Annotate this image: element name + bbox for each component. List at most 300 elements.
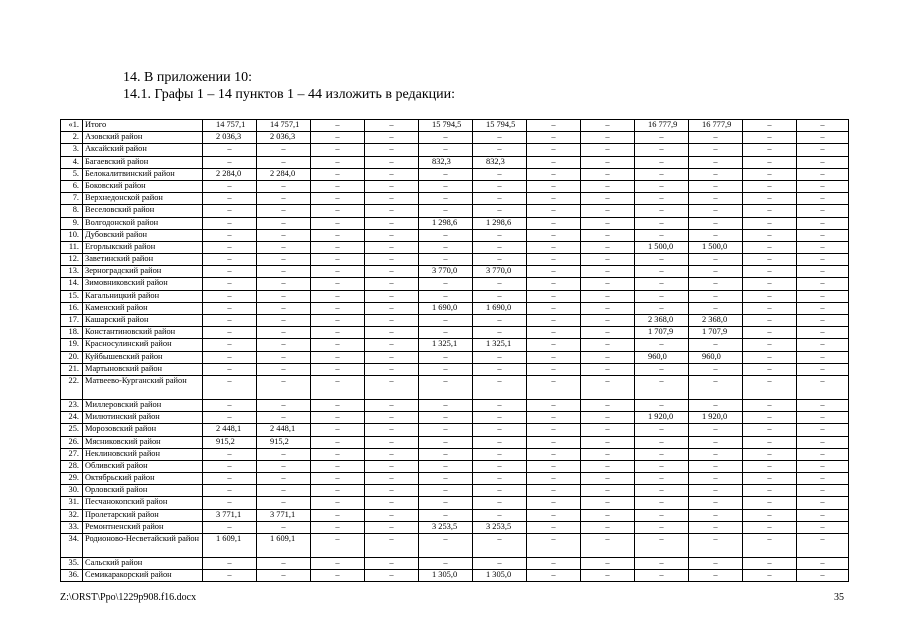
- value-cell: –: [743, 558, 797, 570]
- value-cell: 1 707,9: [689, 327, 743, 339]
- value-cell: 14 757,1: [257, 120, 311, 132]
- value-cell: –: [797, 193, 849, 205]
- row-number: 10.: [61, 229, 83, 241]
- row-number: 29.: [61, 473, 83, 485]
- row-number: 13.: [61, 266, 83, 278]
- value-cell: –: [689, 266, 743, 278]
- footer-page-number: 35: [834, 592, 844, 603]
- district-name: Егорлыкский район: [83, 241, 203, 253]
- value-cell: –: [581, 241, 635, 253]
- district-name: Куйбышевский район: [83, 351, 203, 363]
- value-cell: –: [311, 534, 365, 558]
- value-cell: –: [365, 375, 419, 399]
- value-cell: –: [797, 375, 849, 399]
- value-cell: –: [203, 156, 257, 168]
- value-cell: –: [203, 315, 257, 327]
- table-row: [61, 217, 849, 229]
- value-cell: –: [311, 144, 365, 156]
- value-cell: –: [257, 351, 311, 363]
- table-row: [61, 156, 849, 168]
- value-cell: –: [527, 412, 581, 424]
- value-cell: –: [581, 315, 635, 327]
- value-cell: –: [473, 534, 527, 558]
- value-cell: –: [365, 363, 419, 375]
- value-cell: –: [419, 168, 473, 180]
- value-cell: –: [419, 473, 473, 485]
- value-cell: –: [581, 205, 635, 217]
- row-number: 18.: [61, 327, 83, 339]
- value-cell: –: [311, 120, 365, 132]
- value-cell: –: [743, 485, 797, 497]
- value-cell: –: [581, 412, 635, 424]
- district-name: Кагальницкий район: [83, 290, 203, 302]
- value-cell: –: [527, 521, 581, 533]
- value-cell: –: [473, 254, 527, 266]
- footer-file-path: Z:\ORST\Ppo\1229p908.f16.docx: [60, 592, 197, 603]
- table-row: [61, 254, 849, 266]
- value-cell: –: [635, 193, 689, 205]
- value-cell: 1 325,1: [473, 339, 527, 351]
- value-cell: –: [203, 570, 257, 582]
- table-row: [61, 485, 849, 497]
- value-cell: –: [365, 351, 419, 363]
- value-cell: –: [203, 278, 257, 290]
- value-cell: –: [743, 412, 797, 424]
- value-cell: –: [311, 485, 365, 497]
- value-cell: –: [365, 168, 419, 180]
- table-row: [61, 327, 849, 339]
- district-name: Мясниковский район: [83, 436, 203, 448]
- value-cell: –: [257, 278, 311, 290]
- value-cell: –: [581, 473, 635, 485]
- value-cell: –: [743, 290, 797, 302]
- district-name: Красносулинский район: [83, 339, 203, 351]
- value-cell: –: [527, 509, 581, 521]
- table-row: [61, 399, 849, 411]
- value-cell: –: [797, 363, 849, 375]
- district-name: Азовский район: [83, 132, 203, 144]
- value-cell: –: [473, 132, 527, 144]
- value-cell: –: [203, 351, 257, 363]
- value-cell: 3 771,1: [203, 509, 257, 521]
- value-cell: –: [689, 217, 743, 229]
- value-cell: –: [473, 205, 527, 217]
- value-cell: –: [527, 278, 581, 290]
- value-cell: 2 036,3: [203, 132, 257, 144]
- value-cell: –: [527, 180, 581, 192]
- district-name: Константиновский район: [83, 327, 203, 339]
- value-cell: –: [635, 558, 689, 570]
- value-cell: –: [689, 436, 743, 448]
- row-number: 33.: [61, 521, 83, 533]
- value-cell: –: [257, 473, 311, 485]
- value-cell: –: [365, 254, 419, 266]
- value-cell: –: [581, 180, 635, 192]
- value-cell: 832,3: [419, 156, 473, 168]
- value-cell: –: [581, 120, 635, 132]
- value-cell: –: [203, 460, 257, 472]
- value-cell: –: [257, 241, 311, 253]
- value-cell: –: [527, 339, 581, 351]
- value-cell: –: [473, 399, 527, 411]
- value-cell: –: [797, 302, 849, 314]
- value-cell: –: [473, 327, 527, 339]
- value-cell: 1 920,0: [635, 412, 689, 424]
- row-number: 21.: [61, 363, 83, 375]
- value-cell: –: [527, 302, 581, 314]
- value-cell: –: [257, 521, 311, 533]
- value-cell: –: [743, 460, 797, 472]
- value-cell: –: [743, 497, 797, 509]
- value-cell: –: [527, 193, 581, 205]
- value-cell: –: [311, 229, 365, 241]
- value-cell: –: [311, 473, 365, 485]
- value-cell: –: [581, 558, 635, 570]
- value-cell: 1 305,0: [419, 570, 473, 582]
- district-name: Багаевский район: [83, 156, 203, 168]
- value-cell: –: [419, 132, 473, 144]
- value-cell: –: [797, 436, 849, 448]
- value-cell: –: [257, 570, 311, 582]
- district-name: Веселовский район: [83, 205, 203, 217]
- district-name: Пролетарский район: [83, 509, 203, 521]
- table-row: [61, 229, 849, 241]
- value-cell: –: [365, 399, 419, 411]
- value-cell: –: [797, 473, 849, 485]
- value-cell: –: [311, 315, 365, 327]
- value-cell: –: [203, 254, 257, 266]
- value-cell: –: [257, 302, 311, 314]
- value-cell: –: [203, 241, 257, 253]
- district-name: Каменский район: [83, 302, 203, 314]
- value-cell: –: [203, 521, 257, 533]
- value-cell: –: [797, 120, 849, 132]
- value-cell: –: [527, 473, 581, 485]
- value-cell: –: [743, 302, 797, 314]
- value-cell: –: [311, 205, 365, 217]
- value-cell: –: [743, 217, 797, 229]
- district-name: Неклиновский район: [83, 448, 203, 460]
- value-cell: –: [635, 485, 689, 497]
- value-cell: –: [743, 473, 797, 485]
- value-cell: 3 770,0: [419, 266, 473, 278]
- value-cell: –: [743, 266, 797, 278]
- row-number: «1.: [61, 120, 83, 132]
- value-cell: –: [635, 570, 689, 582]
- value-cell: 1 707,9: [635, 327, 689, 339]
- value-cell: 915,2: [257, 436, 311, 448]
- value-cell: –: [689, 485, 743, 497]
- value-cell: –: [419, 290, 473, 302]
- row-number: 2.: [61, 132, 83, 144]
- value-cell: –: [635, 436, 689, 448]
- district-name: Миллеровский район: [83, 399, 203, 411]
- value-cell: –: [797, 254, 849, 266]
- district-name: Аксайский район: [83, 144, 203, 156]
- value-cell: –: [365, 229, 419, 241]
- row-number: 3.: [61, 144, 83, 156]
- value-cell: –: [689, 193, 743, 205]
- value-cell: –: [527, 485, 581, 497]
- value-cell: –: [419, 534, 473, 558]
- row-number: 5.: [61, 168, 83, 180]
- value-cell: –: [797, 327, 849, 339]
- value-cell: –: [419, 424, 473, 436]
- district-name: Волгодонской район: [83, 217, 203, 229]
- value-cell: 915,2: [203, 436, 257, 448]
- value-cell: –: [635, 168, 689, 180]
- value-cell: –: [635, 521, 689, 533]
- row-number: 28.: [61, 460, 83, 472]
- value-cell: 1 609,1: [203, 534, 257, 558]
- value-cell: –: [365, 266, 419, 278]
- row-number: 8.: [61, 205, 83, 217]
- value-cell: –: [743, 278, 797, 290]
- district-name: Обливский район: [83, 460, 203, 472]
- value-cell: –: [635, 217, 689, 229]
- value-cell: –: [419, 412, 473, 424]
- table-row: [61, 497, 849, 509]
- value-cell: –: [527, 558, 581, 570]
- value-cell: –: [689, 570, 743, 582]
- value-cell: –: [311, 168, 365, 180]
- value-cell: –: [419, 229, 473, 241]
- value-cell: –: [527, 229, 581, 241]
- value-cell: –: [365, 497, 419, 509]
- value-cell: –: [635, 497, 689, 509]
- row-number: 25.: [61, 424, 83, 436]
- value-cell: –: [365, 205, 419, 217]
- value-cell: –: [581, 375, 635, 399]
- value-cell: 15 794,5: [419, 120, 473, 132]
- value-cell: –: [473, 497, 527, 509]
- value-cell: –: [581, 448, 635, 460]
- district-name: Ремонтненский район: [83, 521, 203, 533]
- row-number: 31.: [61, 497, 83, 509]
- value-cell: –: [635, 156, 689, 168]
- value-cell: –: [797, 144, 849, 156]
- value-cell: –: [689, 339, 743, 351]
- row-number: 19.: [61, 339, 83, 351]
- value-cell: –: [203, 485, 257, 497]
- value-cell: –: [311, 302, 365, 314]
- table-row: [61, 509, 849, 521]
- value-cell: –: [419, 254, 473, 266]
- value-cell: 3 253,5: [419, 521, 473, 533]
- value-cell: –: [365, 302, 419, 314]
- value-cell: 2 036,3: [257, 132, 311, 144]
- row-number: 15.: [61, 290, 83, 302]
- value-cell: –: [419, 448, 473, 460]
- value-cell: –: [419, 278, 473, 290]
- value-cell: –: [527, 168, 581, 180]
- value-cell: –: [689, 290, 743, 302]
- value-cell: –: [635, 339, 689, 351]
- value-cell: –: [635, 534, 689, 558]
- value-cell: –: [797, 168, 849, 180]
- value-cell: –: [473, 315, 527, 327]
- value-cell: –: [257, 558, 311, 570]
- value-cell: –: [203, 302, 257, 314]
- value-cell: –: [473, 180, 527, 192]
- row-number: 11.: [61, 241, 83, 253]
- value-cell: –: [635, 132, 689, 144]
- value-cell: –: [203, 290, 257, 302]
- value-cell: –: [365, 290, 419, 302]
- value-cell: –: [419, 144, 473, 156]
- value-cell: –: [365, 534, 419, 558]
- value-cell: –: [257, 375, 311, 399]
- value-cell: –: [203, 266, 257, 278]
- value-cell: –: [203, 229, 257, 241]
- value-cell: 1 500,0: [689, 241, 743, 253]
- value-cell: –: [743, 180, 797, 192]
- value-cell: –: [635, 363, 689, 375]
- value-cell: 1 609,1: [257, 534, 311, 558]
- value-cell: –: [311, 570, 365, 582]
- district-name: Октябрьский район: [83, 473, 203, 485]
- value-cell: –: [203, 193, 257, 205]
- table-row: [61, 205, 849, 217]
- value-cell: –: [419, 399, 473, 411]
- value-cell: –: [365, 217, 419, 229]
- value-cell: –: [311, 193, 365, 205]
- district-name: Орловский район: [83, 485, 203, 497]
- row-number: 26.: [61, 436, 83, 448]
- row-number: 16.: [61, 302, 83, 314]
- row-number: 12.: [61, 254, 83, 266]
- value-cell: –: [797, 278, 849, 290]
- value-cell: 2 284,0: [257, 168, 311, 180]
- district-name: Милютинский район: [83, 412, 203, 424]
- value-cell: –: [743, 132, 797, 144]
- value-cell: –: [365, 460, 419, 472]
- value-cell: –: [689, 254, 743, 266]
- value-cell: –: [473, 473, 527, 485]
- value-cell: –: [473, 448, 527, 460]
- value-cell: 16 777,9: [635, 120, 689, 132]
- value-cell: –: [581, 399, 635, 411]
- value-cell: –: [365, 436, 419, 448]
- value-cell: –: [743, 375, 797, 399]
- value-cell: –: [365, 144, 419, 156]
- value-cell: –: [689, 205, 743, 217]
- value-cell: –: [419, 558, 473, 570]
- value-cell: –: [365, 473, 419, 485]
- value-cell: –: [203, 497, 257, 509]
- value-cell: –: [581, 436, 635, 448]
- value-cell: –: [527, 132, 581, 144]
- value-cell: –: [797, 132, 849, 144]
- value-cell: –: [419, 205, 473, 217]
- value-cell: –: [311, 521, 365, 533]
- value-cell: –: [689, 278, 743, 290]
- value-cell: –: [257, 217, 311, 229]
- value-cell: –: [365, 485, 419, 497]
- value-cell: –: [527, 497, 581, 509]
- value-cell: –: [743, 436, 797, 448]
- value-cell: –: [743, 193, 797, 205]
- value-cell: 14 757,1: [203, 120, 257, 132]
- table-row: [61, 180, 849, 192]
- value-cell: –: [581, 193, 635, 205]
- value-cell: –: [257, 156, 311, 168]
- value-cell: –: [473, 424, 527, 436]
- value-cell: –: [743, 351, 797, 363]
- value-cell: 3 253,5: [473, 521, 527, 533]
- table-row: [61, 290, 849, 302]
- value-cell: –: [203, 180, 257, 192]
- value-cell: –: [203, 217, 257, 229]
- row-number: 4.: [61, 156, 83, 168]
- value-cell: –: [743, 534, 797, 558]
- value-cell: –: [581, 534, 635, 558]
- table-row: [61, 120, 849, 132]
- value-cell: –: [689, 399, 743, 411]
- value-cell: –: [581, 168, 635, 180]
- value-cell: –: [203, 363, 257, 375]
- value-cell: –: [743, 399, 797, 411]
- row-number: 34.: [61, 534, 83, 558]
- value-cell: 3 770,0: [473, 266, 527, 278]
- value-cell: –: [365, 156, 419, 168]
- value-cell: –: [743, 448, 797, 460]
- value-cell: –: [527, 375, 581, 399]
- value-cell: –: [419, 351, 473, 363]
- row-number: 20.: [61, 351, 83, 363]
- value-cell: –: [581, 339, 635, 351]
- value-cell: –: [257, 290, 311, 302]
- value-cell: –: [311, 497, 365, 509]
- value-cell: 1 690,0: [419, 302, 473, 314]
- row-number: 32.: [61, 509, 83, 521]
- value-cell: –: [743, 168, 797, 180]
- value-cell: –: [581, 278, 635, 290]
- value-cell: –: [581, 254, 635, 266]
- value-cell: –: [635, 254, 689, 266]
- value-cell: –: [257, 485, 311, 497]
- value-cell: –: [311, 399, 365, 411]
- value-cell: 1 690,0: [473, 302, 527, 314]
- district-name: Мартыновский район: [83, 363, 203, 375]
- value-cell: –: [365, 509, 419, 521]
- value-cell: –: [257, 497, 311, 509]
- value-cell: 960,0: [635, 351, 689, 363]
- value-cell: –: [419, 315, 473, 327]
- value-cell: –: [311, 241, 365, 253]
- district-name: Белокалитвинский район: [83, 168, 203, 180]
- district-name: Семикаракорский район: [83, 570, 203, 582]
- value-cell: –: [311, 436, 365, 448]
- table-row: [61, 363, 849, 375]
- value-cell: –: [689, 473, 743, 485]
- value-cell: –: [257, 229, 311, 241]
- value-cell: –: [311, 180, 365, 192]
- value-cell: –: [581, 132, 635, 144]
- district-name: Итого: [83, 120, 203, 132]
- value-cell: –: [743, 205, 797, 217]
- table-row: [61, 168, 849, 180]
- value-cell: –: [635, 290, 689, 302]
- value-cell: –: [581, 521, 635, 533]
- value-cell: –: [473, 351, 527, 363]
- value-cell: –: [581, 509, 635, 521]
- value-cell: –: [527, 460, 581, 472]
- value-cell: –: [797, 570, 849, 582]
- value-cell: –: [797, 351, 849, 363]
- district-name: Зерноградский район: [83, 266, 203, 278]
- row-number: 24.: [61, 412, 83, 424]
